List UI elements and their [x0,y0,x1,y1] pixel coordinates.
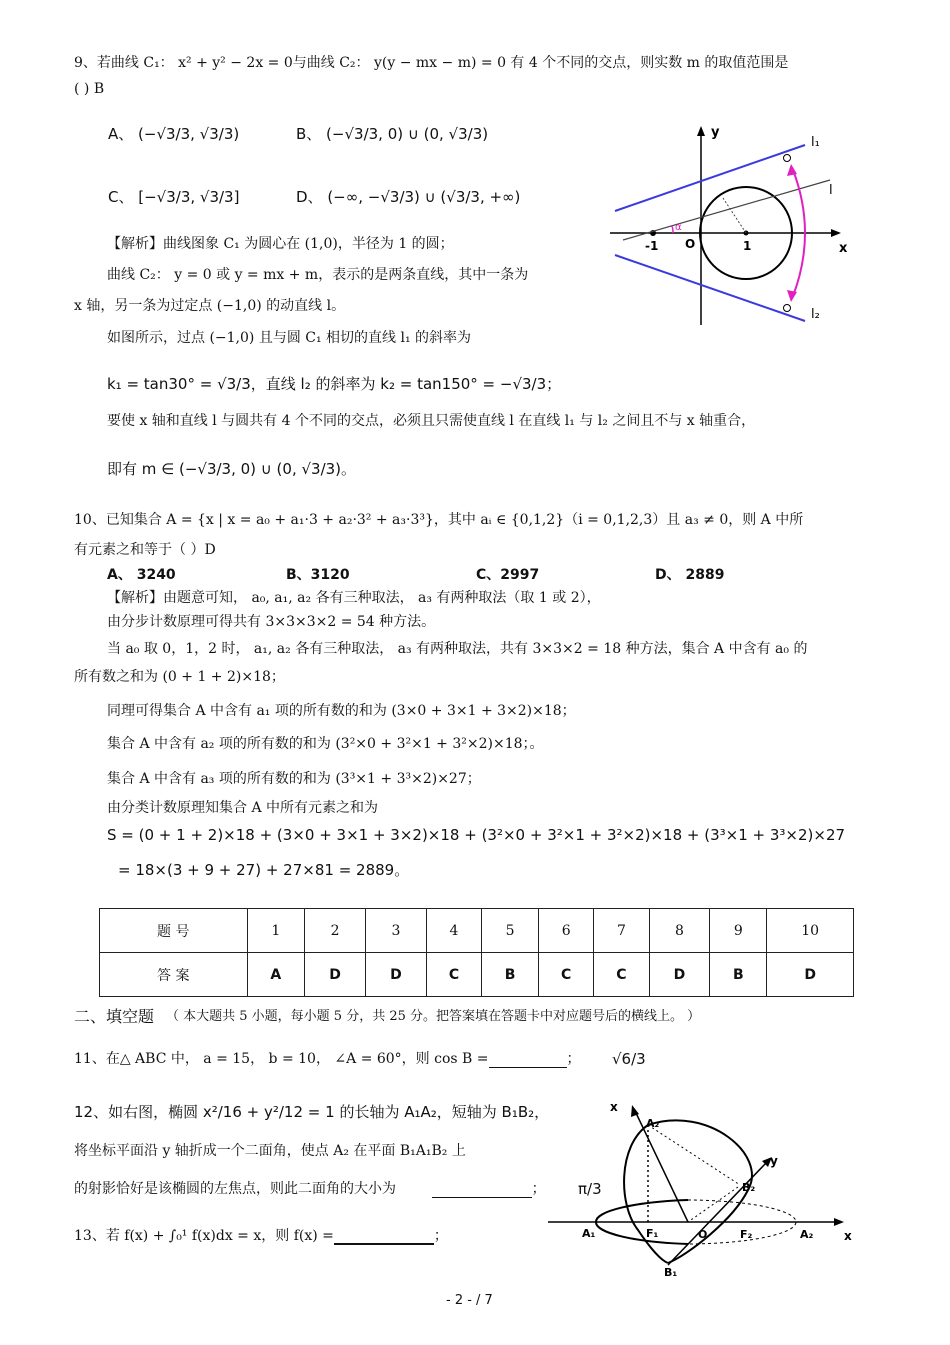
y-axis-label: y [711,125,720,140]
table-cell: 7 [594,909,649,953]
q11-tail: ； [566,1051,581,1067]
line-l1 [615,145,805,211]
table-cell: D [305,953,366,997]
q13-answer-blank [334,1229,434,1245]
y-label: y [770,1154,778,1168]
q12-answer-blank [432,1183,532,1198]
y-axis-arrow-icon [697,126,705,136]
table-header-answer: 答 案 [100,953,248,997]
table-cell: B [482,953,539,997]
q9-solution-line6: 要使 x 轴和直线 l 与圆共有 4 个不同的交点，必须且只需使直线 l 在直线 l₁ 与 l₂ 之间且不与 x 轴重合， [107,413,756,429]
table-header-number: 题 号 [100,909,248,953]
q9-solution-line2: 曲线 C₂： y = 0 或 y = mx + m，表示的是两条直线，其中一条为 [107,267,529,283]
l2-end-marker [784,305,791,312]
table-cell: B [710,953,767,997]
q10-option-d: D、 2889 [655,567,725,583]
x-label: x [844,1229,852,1243]
l1-label: l₁ [811,135,820,150]
f1-label: F₁ [646,1227,659,1240]
q12-answer: π/3 [578,1180,602,1198]
x-tilted-label: x [610,1100,618,1114]
l1-end-marker [784,155,791,162]
b2-label: B₂ [742,1181,756,1194]
q11-answer-blank [489,1053,567,1068]
arc-arrow-down-icon [787,290,797,302]
q10-option-a: A、 3240 [107,567,176,583]
table-cell: D [366,953,427,997]
l-label: l [829,183,833,198]
q10-solution-line7: 集合 A 中含有 a₃ 项的所有数的和为 (3³×1 + 3³×2)×27； [107,771,481,787]
x-axis-arrow-icon [831,229,841,237]
table-cell: 5 [482,909,539,953]
section-title: 二、填空题 [74,1007,155,1026]
f2-label: F₂ [740,1228,753,1241]
table-cell: 4 [426,909,481,953]
q10-solution-line10: = 18×(3 + 9 + 27) + 27×81 = 2889。 [118,861,410,879]
q9-figure [605,120,855,330]
q10-option-c: C、2997 [476,567,540,583]
a1-label: A₁ [582,1227,596,1240]
table-cell: 6 [539,909,594,953]
origin-label: O [698,1228,708,1241]
q10-stem-line2: 有元素之和等于（ ）D [74,542,216,558]
arc-arrow-up-icon [787,164,797,176]
x-axis-arrow-icon [834,1218,844,1226]
origin-label: O [685,237,696,251]
q10-stem-line1: 10、已知集合 A = {x | x = a₀ + a₁·3 + a₂·3² + a₃·3³}，其中 aᵢ ∈ {0,1,2}（i = 0,1,2,3）且 a₃ ≠ 0，则 A 中所 [74,512,804,528]
a2-right-label: A₂ [800,1228,814,1241]
q12-figure [548,1095,858,1280]
q10-solution-line5: 同理可得集合 A 中含有 a₁ 项的所有数的和为 (3×0 + 3×1 + 3×2)×18； [107,703,576,719]
ellipse-folded [648,1120,752,1263]
b1-label: B₁ [664,1266,678,1279]
q12-line3 [74,1180,546,1198]
q9-solution-line4: 如图所示，过点 (−1,0) 且与圆 C₁ 相切的直线 l₁ 的斜率为 [107,330,472,346]
answer-table [99,908,854,997]
q10-solution-line2: 由分步计数原理可得共有 3×3×3×2 = 54 种方法。 [107,614,436,630]
l2-label: l₂ [811,307,820,322]
q13-stem-text: 13、若 f(x) + ∫₀¹ f(x)dx = x，则 f(x) = [74,1228,334,1244]
one-label: 1 [743,239,752,253]
q11-stem [74,1050,581,1068]
ellipse-flat-left-lower [596,1222,688,1244]
table-cell: 2 [305,909,366,953]
q9-option-a: A、 (−√3/3, √3/3) [108,125,240,143]
table-row [100,909,854,953]
q13-tail: ； [433,1228,448,1244]
b2-o-dashed [688,1187,738,1222]
x-axis-label: x [839,241,848,256]
table-cell: D [767,953,854,997]
table-row [100,953,854,997]
table-cell: C [539,953,594,997]
q10-solution-line9: S = (0 + 1 + 2)×18 + (3×0 + 3×1 + 3×2)×18 + (3²×0 + 3²×1 + 3²×2)×18 + (3³×1 + 3³×2)×27 [107,826,846,844]
q10-solution-line3: 当 a₀ 取 0，1，2 时， a₁, a₂ 各有三种取法， a₃ 有两种取法，共有 3×3×2 = 18 种方法，集合 A 中含有 a₀ 的 [107,641,808,657]
a2-top-label: A₂ [646,1117,660,1130]
q10-solution-line8: 由分类计数原理知集合 A 中所有元素之和为 [107,800,379,816]
table-cell: 10 [767,909,854,953]
q9-option-b: B、 (−√3/3, 0) ∪ (0, √3/3) [296,125,489,143]
q9-solution-line5: k₁ = tan30° = √3/3，直线 l₂ 的斜率为 k₂ = tan150° = −√3/3； [107,375,562,393]
line-l2 [615,255,805,321]
table-cell: 9 [710,909,767,953]
q9-option-c: C、 [−√3/3, √3/3] [108,188,240,206]
table-cell: 3 [366,909,427,953]
radius-dashed [723,198,746,233]
page-number: - 2 - / 7 [446,1293,493,1308]
table-cell: C [594,953,649,997]
neg-one-label: -1 [645,239,659,253]
q11-stem-text: 11、在△ ABC 中， a = 15， b = 10， ∠A = 60°，则 cos B = [74,1051,489,1067]
table-cell: 1 [247,909,305,953]
q9-solution-line7: 即有 m ∈ (−√3/3, 0) ∪ (0, √3/3)。 [107,460,357,478]
ellipse-flat-left [596,1200,688,1222]
q13-stem [74,1227,448,1245]
table-cell: C [426,953,481,997]
angle-label: α [675,222,682,233]
q9-stem-line2: ( ) B [74,81,105,97]
q9-stem-line1: 9、若曲线 C₁： x² + y² − 2x = 0与曲线 C₂： y(y − mx − m) = 0 有 4 个不同的交点，则实数 m 的取值范围是 [74,55,789,71]
q10-solution-line1: 【解析】由题意可知， a₀, a₁, a₂ 各有三种取法， a₃ 有两种取法（取 1 或 2）， [107,590,601,606]
q9-option-d: D、 (−∞, −√3/3) ∪ (√3/3, +∞) [296,188,521,206]
table-cell: A [247,953,305,997]
q10-option-b: B、3120 [286,567,350,583]
q12-line2: 将坐标平面沿 y 轴折成一个二面角，使点 A₂ 在平面 B₁A₁B₂ 上 [74,1143,466,1159]
q11-answer: √6/3 [612,1050,646,1068]
q10-solution-line6: 集合 A 中含有 a₂ 项的所有数的和为 (3²×0 + 3²×1 + 3²×2)×18；。 [107,736,544,752]
q12-line3-text: 的射影恰好是该椭圆的左焦点，则此二面角的大小为 [74,1181,396,1197]
table-cell: D [649,953,710,997]
q12-line1: 12、如右图，椭圆 x²/16 + y²/12 = 1 的长轴为 A₁A₂，短轴为 B₁B₂， [74,1103,550,1121]
q12-tail: ； [531,1181,546,1197]
q10-solution-line4: 所有数之和为 (0 + 1 + 2)×18； [74,669,285,685]
a2-b2-dashed [648,1125,740,1185]
section-note: （ 本大题共 5 小题，每小题 5 分，共 25 分。把答案填在答题卡中对应题号后的横线上。 ） [166,1009,701,1024]
table-cell: 8 [649,909,710,953]
q9-solution-line1: 【解析】曲线图象 C₁ 为圆心在 (1,0)，半径为 1 的圆； [107,236,454,252]
angle-arc [671,226,673,233]
q9-solution-line3: x 轴，另一条为过定点 (−1,0) 的动直线 l。 [74,298,346,314]
